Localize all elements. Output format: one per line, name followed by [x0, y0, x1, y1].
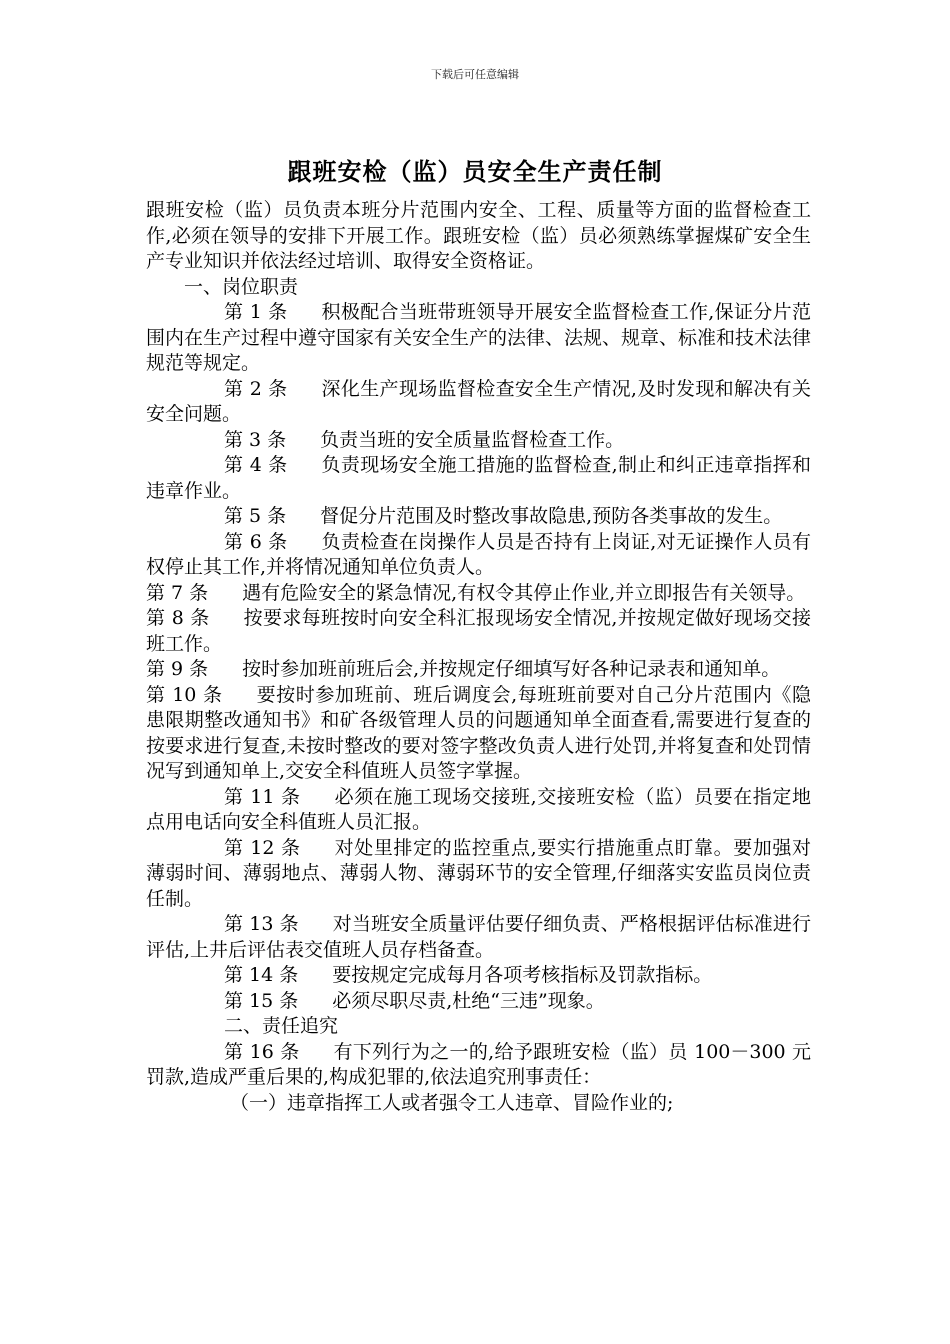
- article-text: 负责检查在岗操作人员是否持有上岗证,对无证操作人员有权停止其工作,并将情况通知单位负责人。: [146, 530, 812, 578]
- article-6: [146, 530, 811, 581]
- article-text: 按要求每班按时向安全科汇报现场安全情况,并按规定做好现场交接班工作。: [146, 607, 812, 655]
- article-number: 第 14 条: [224, 964, 299, 986]
- article-number: 第 13 条: [224, 913, 299, 935]
- article-text: 遇有危险安全的紧急情况,有权令其停止作业,并立即报告有关领导。: [242, 581, 806, 604]
- article-number: 第 2 条: [224, 377, 288, 400]
- article-number: 第 15 条: [224, 989, 299, 1012]
- article-number: 第 8 条: [146, 607, 210, 629]
- article-text: 有下列行为之一的,给予跟班安检（监）员 100－300 元罚款,造成严重后果的,构成犯罪的,依法追究刑事责任：: [146, 1040, 811, 1088]
- section-heading-accountability: 二、责任追究: [224, 1015, 339, 1037]
- article-number: 第 11 条: [224, 785, 301, 808]
- article-text: 对当班安全质量评估要仔细负责、严格根据评估标准进行评估,上井后评估表交值班人员存档备查。: [146, 913, 811, 961]
- article-10: [146, 683, 811, 785]
- article-text: 积极配合当班带班领导开展安全监督检查工作,保证分片范围内在生产过程中遵守国家有关安全生产的法律、法规、规章、标准和技术法律规范等规定。: [146, 301, 812, 374]
- document-body: [146, 198, 811, 1116]
- article-9: [146, 657, 811, 683]
- intro-paragraph: 跟班安检（监）员负责本班分片范围内安全、工程、质量等方面的监督检查工作,必须在领导的安排下开展工作。跟班安检（监）员必须熟练掌握煤矿安全生产专业知识并依法经过培训、取得安全资格证。: [146, 199, 811, 272]
- article-15: [146, 989, 811, 1015]
- article-text: 必须尽职尽责,杜绝“三违”现象。: [332, 989, 605, 1012]
- article-12: [146, 836, 811, 913]
- article-11: [146, 785, 811, 836]
- article-text: 深化生产现场监督检查安全生产情况,及时发现和解决有关安全问题。: [146, 377, 812, 425]
- article-number: 第 4 条: [224, 454, 288, 476]
- article-13: [146, 912, 811, 963]
- article-text: 要按规定完成每月各项考核指标及罚款指标。: [332, 964, 713, 986]
- article-number: 第 1 条: [224, 301, 288, 323]
- article-4: [146, 453, 811, 504]
- document-title: 跟班安检（监）员安全生产责任制: [287, 157, 663, 186]
- article-text: 按时参加班前班后会,并按规定仔细填写好各种记录表和通知单。: [242, 658, 781, 680]
- article-number: 第 10 条: [146, 683, 223, 706]
- article-1: [146, 300, 811, 377]
- article-number: 第 9 条: [146, 658, 209, 680]
- article-2: [146, 377, 811, 428]
- article-5: [146, 504, 811, 530]
- article-7: [146, 581, 811, 607]
- article-number: 第 7 条: [146, 581, 209, 604]
- article-number: 第 12 条: [224, 836, 301, 859]
- article-text: 必须在施工现场交接班,交接班安检（监）员要在指定地点用电话向安全科值班人员汇报。: [146, 785, 811, 833]
- article-3: [146, 428, 811, 454]
- article-16: [146, 1040, 811, 1091]
- article-text: 督促分片范围及时整改事故隐患,预防各类事故的发生。: [320, 505, 783, 527]
- article-14: [146, 963, 811, 989]
- list-item-1: （一）违章指挥工人或者强令工人违章、冒险作业的;: [230, 1091, 674, 1114]
- header-note: 下载后可任意编辑: [431, 68, 519, 81]
- section-heading-duties: 一、岗位职责: [184, 275, 299, 298]
- article-text: 负责现场安全施工措施的监督检查,制止和纠正违章指挥和违章作业。: [146, 454, 812, 502]
- article-text: 负责当班的安全质量监督检查工作。: [320, 428, 625, 451]
- article-text: 要按时参加班前、班后调度会,每班班前要对自己分片范围内《隐患限期整改通知书》和矿各级管理人员的问题通知单全面查看,需要进行复查的按要求进行复查,未按时整改的要对签字整改负责人进行处罚,并将复查和处罚情况写到通知单上,交安全科值班人员签字掌握。: [146, 683, 811, 782]
- article-number: 第 16 条: [224, 1040, 300, 1063]
- article-number: 第 3 条: [224, 428, 287, 451]
- article-text: 对处里排定的监控重点,要实行措施重点盯靠。要加强对薄弱时间、薄弱地点、薄弱人物、薄弱环节的安全管理,仔细落实安监员岗位责任制。: [146, 836, 811, 910]
- article-8: [146, 606, 811, 657]
- article-number: 第 5 条: [224, 505, 287, 527]
- article-number: 第 6 条: [224, 530, 288, 553]
